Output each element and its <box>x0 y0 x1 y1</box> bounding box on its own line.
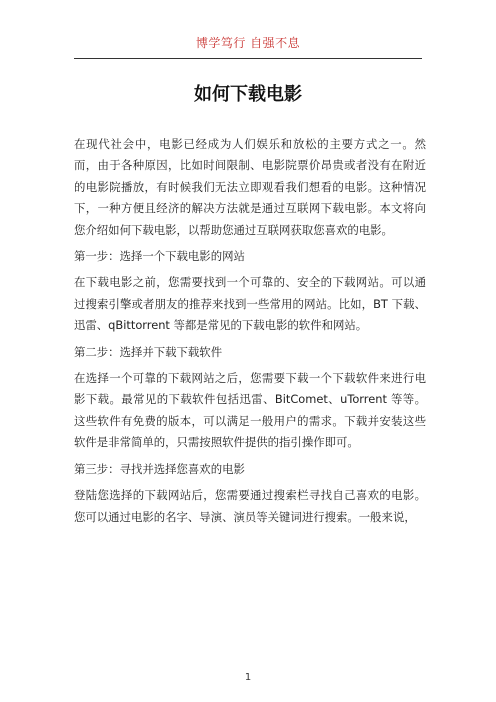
intro-paragraph: 在现代社会中，电影已经成为人们娱乐和放松的主要方式之一。然而，由于各种原因，比如时间限制、电影院票价昂贵或者没有在附近的电影院播放，有时候我们无法立即观看我们想看的电影。这种情况下，一种方便且经济的解决方法就是通过互联网下载电影。本文将向您介绍如何下载电影，以帮助您通过互联网获取您喜欢的电影。 <box>74 137 426 237</box>
section-body-step-2: 在选择一个可靠的下载网站之后，您需要下载一个下载软件来进行电影下载。最常见的下载软件包括迅雷、BitComet、uTorrent 等等。这些软件有免费的版本，可以满足一般用户的需求。下载并安装这些软件是非常简单的，只需按照软件提供的指引操作即可。 <box>74 371 426 450</box>
header-divider <box>74 58 422 59</box>
section-heading-step-3: 第三步：寻找并选择您喜欢的电影 <box>74 461 245 476</box>
section-body-step-1: 在下载电影之前，您需要找到一个可靠的、安全的下载网站。可以通过搜索引擎或者朋友的推荐来找到一些常用的网站。比如，BT 下载、迅雷、qBittorrent 等都是常见的下载电影的软件和网站。 <box>74 275 426 333</box>
document-body <box>74 134 426 528</box>
section-heading-step-1: 第一步：选择一个下载电影的网站 <box>74 249 245 264</box>
page-header-motto: 博学笃行 自强不息 <box>195 36 301 50</box>
section-body-step-3: 登陆您选择的下载网站后，您需要通过搜索栏寻找自己喜欢的电影。您可以通过电影的名字、导演、演员等关键词进行搜索。一般来说， <box>74 488 426 524</box>
section-heading-step-2: 第二步：选择并下载下载软件 <box>74 344 223 359</box>
document-title: 如何下载电影 <box>194 84 302 105</box>
page-number: 1 <box>244 672 252 683</box>
